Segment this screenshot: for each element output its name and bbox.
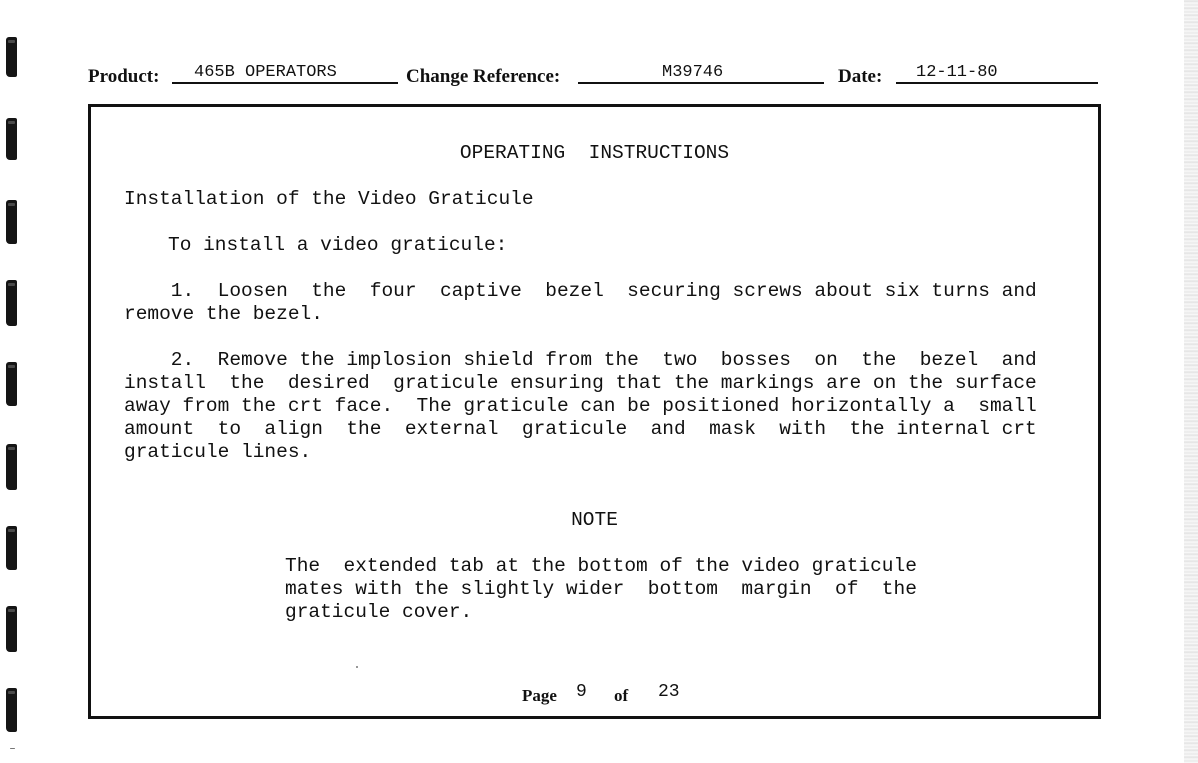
date-value: 12-11-80 <box>896 62 1098 84</box>
binder-hole <box>6 526 17 570</box>
binder-hole <box>6 200 17 244</box>
section-heading: Installation of the Video Graticule <box>124 188 534 210</box>
intro-text: To install a video graticule: <box>168 234 508 256</box>
page-edge <box>1184 0 1198 763</box>
scan-speck <box>10 748 15 749</box>
of-label: of <box>614 686 629 705</box>
binder-hole <box>6 37 17 77</box>
binder-hole <box>6 606 17 652</box>
change-reference-label: Change Reference: <box>406 66 561 87</box>
document-header <box>88 62 1100 90</box>
binder-hole <box>6 280 17 326</box>
step-2-text: 2. Remove the implosion shield from the two bosses on the bezel and install the desired graticule ensuring that the markings are on the surface away from the crt face. The graticule can be positioned horizontally a small amount to align the external graticule and mask with the internal crt graticule lines. <box>124 349 1037 463</box>
page-label: Page <box>522 686 557 705</box>
binder-hole <box>6 688 17 732</box>
page-title: OPERATING INSTRUCTIONS <box>459 142 730 164</box>
date-label: Date: <box>838 66 883 87</box>
page-footer <box>520 682 760 708</box>
product-value: 465B OPERATORS <box>172 62 398 84</box>
page-number: 9 <box>576 682 587 702</box>
binder-hole <box>6 362 17 406</box>
total-pages: 23 <box>658 682 680 702</box>
note-text: The extended tab at the bottom of the video graticule mates with the slightly wider bottom margin of the graticule cover. <box>285 555 917 623</box>
product-label: Product: <box>88 66 160 87</box>
note-title: NOTE <box>571 509 618 531</box>
step-1-text: 1. Loosen the four captive bezel securing screws about six turns and remove the bezel. <box>124 280 1037 325</box>
change-reference-value: M39746 <box>578 62 824 84</box>
binder-hole <box>6 118 17 160</box>
content-frame <box>88 104 1101 719</box>
binder-hole <box>6 444 17 490</box>
